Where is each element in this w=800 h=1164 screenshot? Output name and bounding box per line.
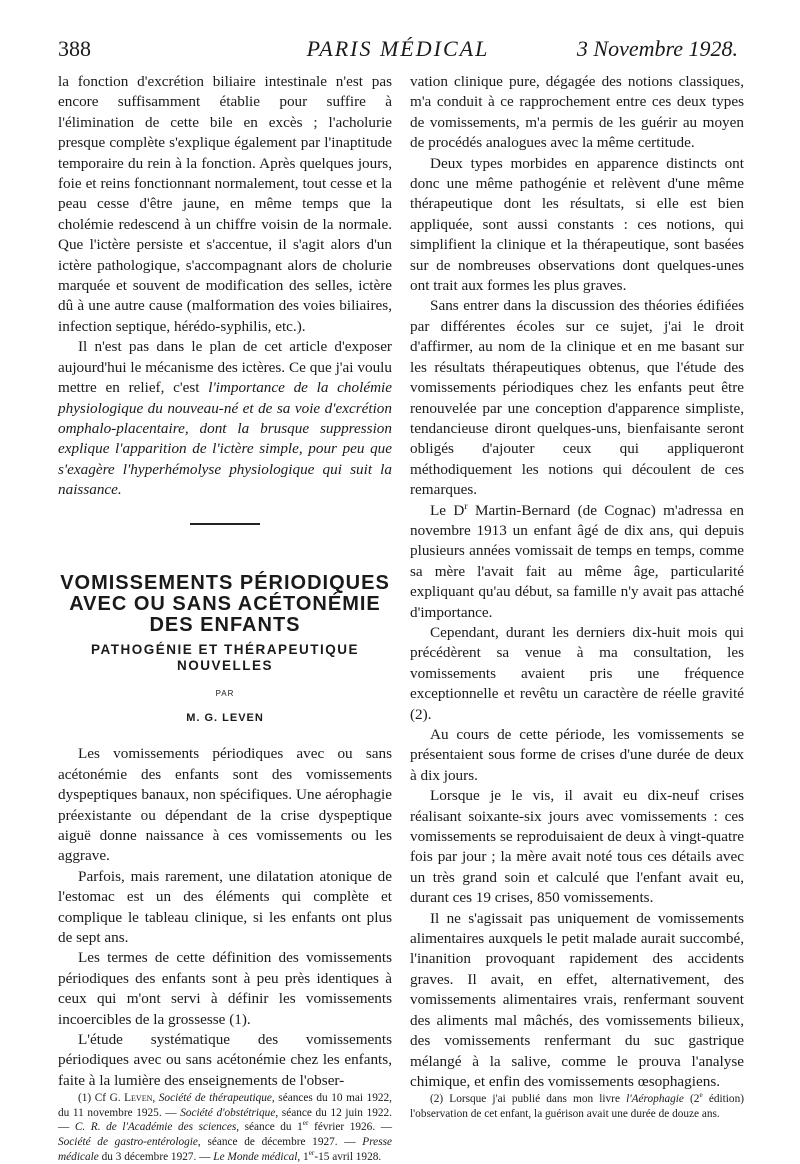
footnote-citation: Presse médicale <box>58 1136 392 1163</box>
paragraph: Les termes de cette définition des vomissements périodiques des enfants sont à peu près identiques à ceux qui m'ont servi à définir les vomissements incoercibles de la grossesse (1). <box>58 949 392 1028</box>
footnote-text: , séance de décembre 1927. — <box>197 1136 363 1149</box>
footnote-1 <box>58 1091 392 1164</box>
footnote-citation: l'Aérophagie <box>626 1093 684 1106</box>
byline-par: PAR <box>215 688 235 698</box>
paragraph <box>58 337 392 500</box>
footnote-text: , <box>152 1092 159 1105</box>
footnote-text: -15 avril 1928. <box>314 1150 382 1163</box>
footnote-citation: C. R. de l'Académie des sciences <box>74 1121 237 1134</box>
footnote-text: (1) Cf G. <box>78 1092 125 1105</box>
paragraph: vation clinique pure, dégagée des notions classiques, m'a conduit à ce rapprochement entre ces deux types de vomissements, m'a permis de les guérir au moyen de procédés analogues avec la même certitude. <box>410 73 744 152</box>
footnote-citation: Société de thérapeutique <box>158 1092 272 1105</box>
paragraph: Les vomissements périodiques avec ou sans acétonémie des enfants sont des vomissements dyspeptiques banaux, non spécifiques. Une aérophagie préexistante ou dépendant de la crise dyspeptique aiguë donne naissance à ces vomissements ou les aggrave. <box>58 745 392 865</box>
footnote-text: (2) Lorsque j'ai publié dans mon livre <box>430 1093 627 1106</box>
footnote-superscript: er <box>302 1118 309 1128</box>
superscript: r <box>464 500 468 512</box>
emphasis-text: l'importance de la cholémie physiologique du nouveau-né et de sa voie d'excrétion omphalo-placentaire, dont la brusque suppression explique l'apparition de l'ictère simple, pour peu que s'exagère l'hyperhémolyse physiologique qui suit la naissance. <box>58 379 393 499</box>
footnote-citation: Société d'obstétrique <box>180 1106 276 1119</box>
footnote-text: , 1 <box>297 1150 309 1163</box>
paragraph-text: Martin-Bernard (de Cognac) m'adressa en novembre 1913 un enfant âgé de dix ans, qui depuis plusieurs années vomissait de temps en temps, comme sa mère l'avait fait au même âge, particularité expliquant qu'au début, sa famille n'y avait pas attaché d'importance. <box>410 501 744 621</box>
section-divider <box>190 523 260 525</box>
footnote-superscript: e <box>699 1090 703 1100</box>
footnote-text: édition) l'observation de cet enfant, la guérison avait une durée de douze ans. <box>410 1093 744 1120</box>
paragraph: Il ne s'agissait pas uniquement de vomissements alimentaires auxquels le petit malade aurait succombé, l'inanition provoquant rapidement des accidents graves. Il avait, en effet, alternativement, des vomissements alimentaires vrais, renfermant souvent des aliments mal mâchés, des vomissements bilieux, des vomissements renfermant du suc gastrique mélangé à la salive, comme le prouva l'analyse chimique, et enfin des vomissements œsophagiens. <box>410 909 744 1090</box>
paragraph: Parfois, mais rarement, une dilatation atonique de l'estomac est un des éléments qui complète et complique le tableau clinique, si les enfants ont plus de sept ans. <box>58 867 392 946</box>
paragraph: Au cours de cette période, les vomissements se présentaient sous forme de crises d'une durée de deux à dix jours. <box>410 726 744 784</box>
footnote-text: , séance du 1 <box>236 1121 303 1134</box>
article-title: VOMISSEMENTS PÉRIODIQUES AVEC OU SANS ACÉTONÉMIE DES ENFANTS <box>60 571 390 636</box>
paragraph-text: Le D <box>430 501 465 519</box>
paragraph <box>410 501 744 623</box>
paragraph: Deux types morbides en apparence distincts ont donc une même pathogénie et relèvent d'une même thérapeutique dont les résultats, si elle est bien appliquée, sont aussi constants : ces notions, qui simplifient la clinique et la thérapeutique, sont basées sur de nombreuses observations dont quelques-unes ont trait aux formes les plus graves. <box>410 154 744 295</box>
paragraph: Cependant, durant les derniers dix-huit mois qui précédèrent sa venue à ma consultation, les vomissements avaient pris une fréquence exceptionnelle et revêtu un caractère de réelle gravité (2). <box>410 623 744 723</box>
paragraph: la fonction d'excrétion biliaire intestinale n'est pas encore suffisamment établie pour suffire à l'élimination de cette bile en excès ; l'acholurie presque complète s'explique également par l'inaptitude temporaire du rein à la fonction. Après quelques jours, foie et reins fonctionnant normalement, tout cesse et la peau cesse d'être jaune, en même temps que la cholémie redescend à un chiffre voisin de la normale. Que l'ictère persiste et s'accentue, il s'agit alors d'un ictère pathologique, s'accompagnant alors de cholurie marquée et souvent de modification des selles, ictère dû à une autre cause (malformation des voies biliaires, infection septique, hérédo-syphilis, etc.). <box>58 73 392 335</box>
paragraph: L'étude systématique des vomissements périodiques avec ou sans acétonémie chez les enfants, faite à la lumière des enseignements de l'obser- <box>58 1031 392 1089</box>
footnote-superscript: er <box>308 1147 315 1157</box>
footnote-text: (2 <box>683 1093 700 1106</box>
left-column <box>58 72 392 1164</box>
footnote-citation: Société de gastro-entérologie <box>58 1136 198 1149</box>
article-subtitle: PATHOGÉNIE ET THÉRAPEUTIQUE NOUVELLES <box>90 641 360 673</box>
paragraph-text: Il n'est pas dans le plan de cet article d'exposer aujourd'hui le mécanisme des ictères. Ce que j'ai voulu mettre en relief, c'est <box>58 338 392 397</box>
page-number: 388 <box>58 36 91 61</box>
page-header <box>58 36 738 66</box>
issue-date: 3 Novembre 1928. <box>576 36 738 61</box>
footnote-text: , séance du 12 juin 1922. — <box>58 1106 392 1134</box>
right-column <box>410 72 744 1122</box>
footnote-2 <box>410 1092 744 1121</box>
footnote-author: Leven <box>124 1092 153 1105</box>
paragraph: Sans entrer dans la discussion des théories édifiées par différentes écoles sur ce sujet, j'ai le droit d'affirmer, au nom de la clinique et en me basant sur les résultats thérapeutiques obtenus, que l'étude des vomissements périodiques chez les enfants peut être renouvelée par une conception d'apparence simpliste, tendancieuse diront quelques-uns, bienfaisante seront obligés d'ajouter ceux qui appliqueront méthodiquement les notions qui découlent de ces remarques. <box>410 297 744 499</box>
footnote-citation: Le Monde médical <box>213 1150 298 1163</box>
paragraph: Lorsque je le vis, il avait eu dix-neuf crises réalisant soixante-six jours avec vomissements : ces vomissements se reproduisaient de deux à vingt-quatre fois par jour ; la mère avait noté tous ces détails avec un très grand soin et calculé que l'enfant avait eu, durant ces 19 crises, 850 vomissements. <box>410 787 744 907</box>
journal-title: PARIS MÉDICAL <box>306 36 490 61</box>
footnote-text: , séances du 10 mai 1922, du 11 novembre 1925. — <box>58 1092 392 1119</box>
article-author: M. G. LEVEN <box>186 711 264 724</box>
footnote-text: février 1926. — <box>308 1121 393 1134</box>
footnote-text: du 3 décembre 1927. — <box>98 1150 214 1163</box>
